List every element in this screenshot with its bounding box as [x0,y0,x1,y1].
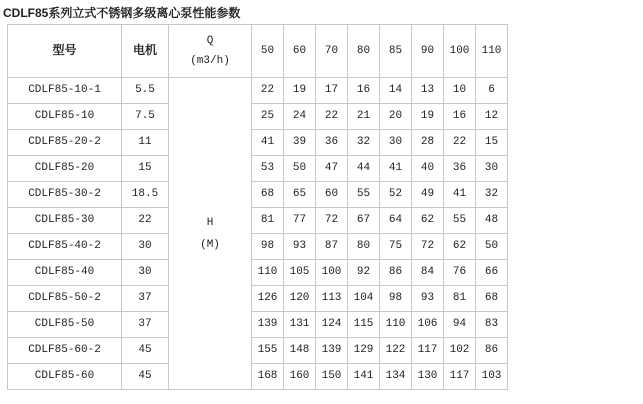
head-value-cell: 36 [316,130,348,156]
head-value-cell: 41 [380,156,412,182]
head-value-cell: 102 [444,338,476,364]
head-value-cell: 36 [444,156,476,182]
head-value-cell: 50 [284,156,316,182]
model-cell: CDLF85-40-2 [8,234,122,260]
head-value-cell: 6 [476,78,508,104]
flow-value-header: 60 [284,25,316,78]
flow-header [169,25,252,78]
head-value-cell: 66 [476,260,508,286]
head-value-cell: 30 [380,130,412,156]
head-value-cell: 110 [252,260,284,286]
head-value-cell: 32 [348,130,380,156]
head-value-cell: 72 [412,234,444,260]
model-cell: CDLF85-30-2 [8,182,122,208]
head-value-cell: 130 [412,364,444,390]
head-value-cell: 52 [380,182,412,208]
head-value-cell: 150 [316,364,348,390]
model-cell: CDLF85-40 [8,260,122,286]
model-cell: CDLF85-60-2 [8,338,122,364]
head-value-cell: 113 [316,286,348,312]
head-value-cell: 115 [348,312,380,338]
head-label: H [206,216,214,229]
head-value-cell: 22 [316,104,348,130]
head-value-cell: 148 [284,338,316,364]
head-value-cell: 93 [412,286,444,312]
head-value-cell: 60 [316,182,348,208]
head-value-cell: 104 [348,286,380,312]
head-value-cell: 19 [284,78,316,104]
motor-cell: 5.5 [122,78,169,104]
head-value-cell: 80 [348,234,380,260]
table-row [8,260,508,286]
head-value-cell: 28 [412,130,444,156]
head-value-cell: 117 [444,364,476,390]
table-row [8,78,508,104]
head-value-cell: 25 [252,104,284,130]
head-value-cell: 76 [444,260,476,286]
head-value-cell: 15 [476,130,508,156]
table-row [8,130,508,156]
head-value-cell: 87 [316,234,348,260]
head-value-cell: 53 [252,156,284,182]
performance-table [7,24,508,390]
model-header [8,25,122,78]
head-value-cell: 160 [284,364,316,390]
head-value-cell: 40 [412,156,444,182]
head-value-cell: 62 [412,208,444,234]
head-value-cell: 64 [380,208,412,234]
head-value-cell: 30 [476,156,508,182]
head-value-cell: 22 [252,78,284,104]
head-value-cell: 86 [476,338,508,364]
head-value-cell: 49 [412,182,444,208]
head-value-cell: 81 [252,208,284,234]
head-value-cell: 14 [380,78,412,104]
head-value-cell: 139 [252,312,284,338]
head-value-cell: 131 [284,312,316,338]
motor-cell: 30 [122,234,169,260]
table-row [8,234,508,260]
head-value-cell: 68 [252,182,284,208]
motor-header [122,25,169,78]
head-value-cell: 22 [444,130,476,156]
motor-cell: 22 [122,208,169,234]
head-value-cell: 103 [476,364,508,390]
head-value-cell: 75 [380,234,412,260]
head-value-cell: 72 [316,208,348,234]
head-value-cell: 62 [444,234,476,260]
head-value-cell: 55 [444,208,476,234]
head-value-cell: 39 [284,130,316,156]
head-value-cell: 141 [348,364,380,390]
flow-value-header: 85 [380,25,412,78]
model-cell: CDLF85-60 [8,364,122,390]
head-value-cell: 17 [316,78,348,104]
motor-cell: 11 [122,130,169,156]
head-value-cell: 55 [348,182,380,208]
head-value-cell: 65 [284,182,316,208]
head-value-cell: 98 [380,286,412,312]
model-cell: CDLF85-50 [8,312,122,338]
motor-cell: 37 [122,312,169,338]
table-row [8,312,508,338]
table-row [8,286,508,312]
motor-cell: 45 [122,364,169,390]
head-value-cell: 124 [316,312,348,338]
head-value-cell: 84 [412,260,444,286]
motor-cell: 45 [122,338,169,364]
head-value-cell: 16 [444,104,476,130]
flow-value-header: 70 [316,25,348,78]
flow-unit: (m3/h) [190,55,230,67]
head-value-cell: 41 [252,130,284,156]
head-value-cell: 21 [348,104,380,130]
head-value-cell: 67 [348,208,380,234]
head-value-cell: 168 [252,364,284,390]
head-value-cell: 122 [380,338,412,364]
table-row [8,104,508,130]
model-header-label: 型号 [52,42,77,57]
head-value-cell: 81 [444,286,476,312]
header-row [8,25,508,78]
flow-value-header: 110 [476,25,508,78]
head-value-cell: 93 [284,234,316,260]
head-unit: (M) [200,238,220,251]
motor-cell: 7.5 [122,104,169,130]
page-title: CDLF85系列立式不锈钢多级离心泵性能参数 [3,6,241,20]
motor-cell: 30 [122,260,169,286]
model-cell: CDLF85-20 [8,156,122,182]
flow-value-header: 50 [252,25,284,78]
motor-cell: 15 [122,156,169,182]
head-value-cell: 20 [380,104,412,130]
head-value-cell: 77 [284,208,316,234]
head-value-cell: 12 [476,104,508,130]
motor-cell: 37 [122,286,169,312]
model-cell: CDLF85-10-1 [8,78,122,104]
model-cell: CDLF85-20-2 [8,130,122,156]
motor-header-label: 电机 [132,42,157,57]
head-value-cell: 110 [380,312,412,338]
head-value-cell: 155 [252,338,284,364]
head-value-cell: 94 [444,312,476,338]
table-row [8,208,508,234]
flow-label: Q [206,35,214,47]
model-cell: CDLF85-10 [8,104,122,130]
head-value-cell: 120 [284,286,316,312]
flow-value-header: 100 [444,25,476,78]
head-value-cell: 47 [316,156,348,182]
head-value-cell: 134 [380,364,412,390]
head-value-cell: 139 [316,338,348,364]
head-value-cell: 24 [284,104,316,130]
head-value-cell: 50 [476,234,508,260]
head-value-cell: 13 [412,78,444,104]
head-value-cell: 100 [316,260,348,286]
flow-value-header: 90 [412,25,444,78]
table-row [8,182,508,208]
head-value-cell: 106 [412,312,444,338]
head-label-cell [169,78,252,390]
head-value-cell: 48 [476,208,508,234]
head-value-cell: 19 [412,104,444,130]
model-cell: CDLF85-30 [8,208,122,234]
head-value-cell: 105 [284,260,316,286]
head-value-cell: 68 [476,286,508,312]
head-value-cell: 98 [252,234,284,260]
head-value-cell: 117 [412,338,444,364]
head-value-cell: 32 [476,182,508,208]
table-row [8,338,508,364]
table-row [8,156,508,182]
table-row [8,364,508,390]
head-value-cell: 16 [348,78,380,104]
head-value-cell: 83 [476,312,508,338]
head-value-cell: 10 [444,78,476,104]
head-value-cell: 41 [444,182,476,208]
head-value-cell: 86 [380,260,412,286]
flow-value-header: 80 [348,25,380,78]
head-value-cell: 44 [348,156,380,182]
model-cell: CDLF85-50-2 [8,286,122,312]
head-value-cell: 126 [252,286,284,312]
head-value-cell: 129 [348,338,380,364]
head-value-cell: 92 [348,260,380,286]
motor-cell: 18.5 [122,182,169,208]
